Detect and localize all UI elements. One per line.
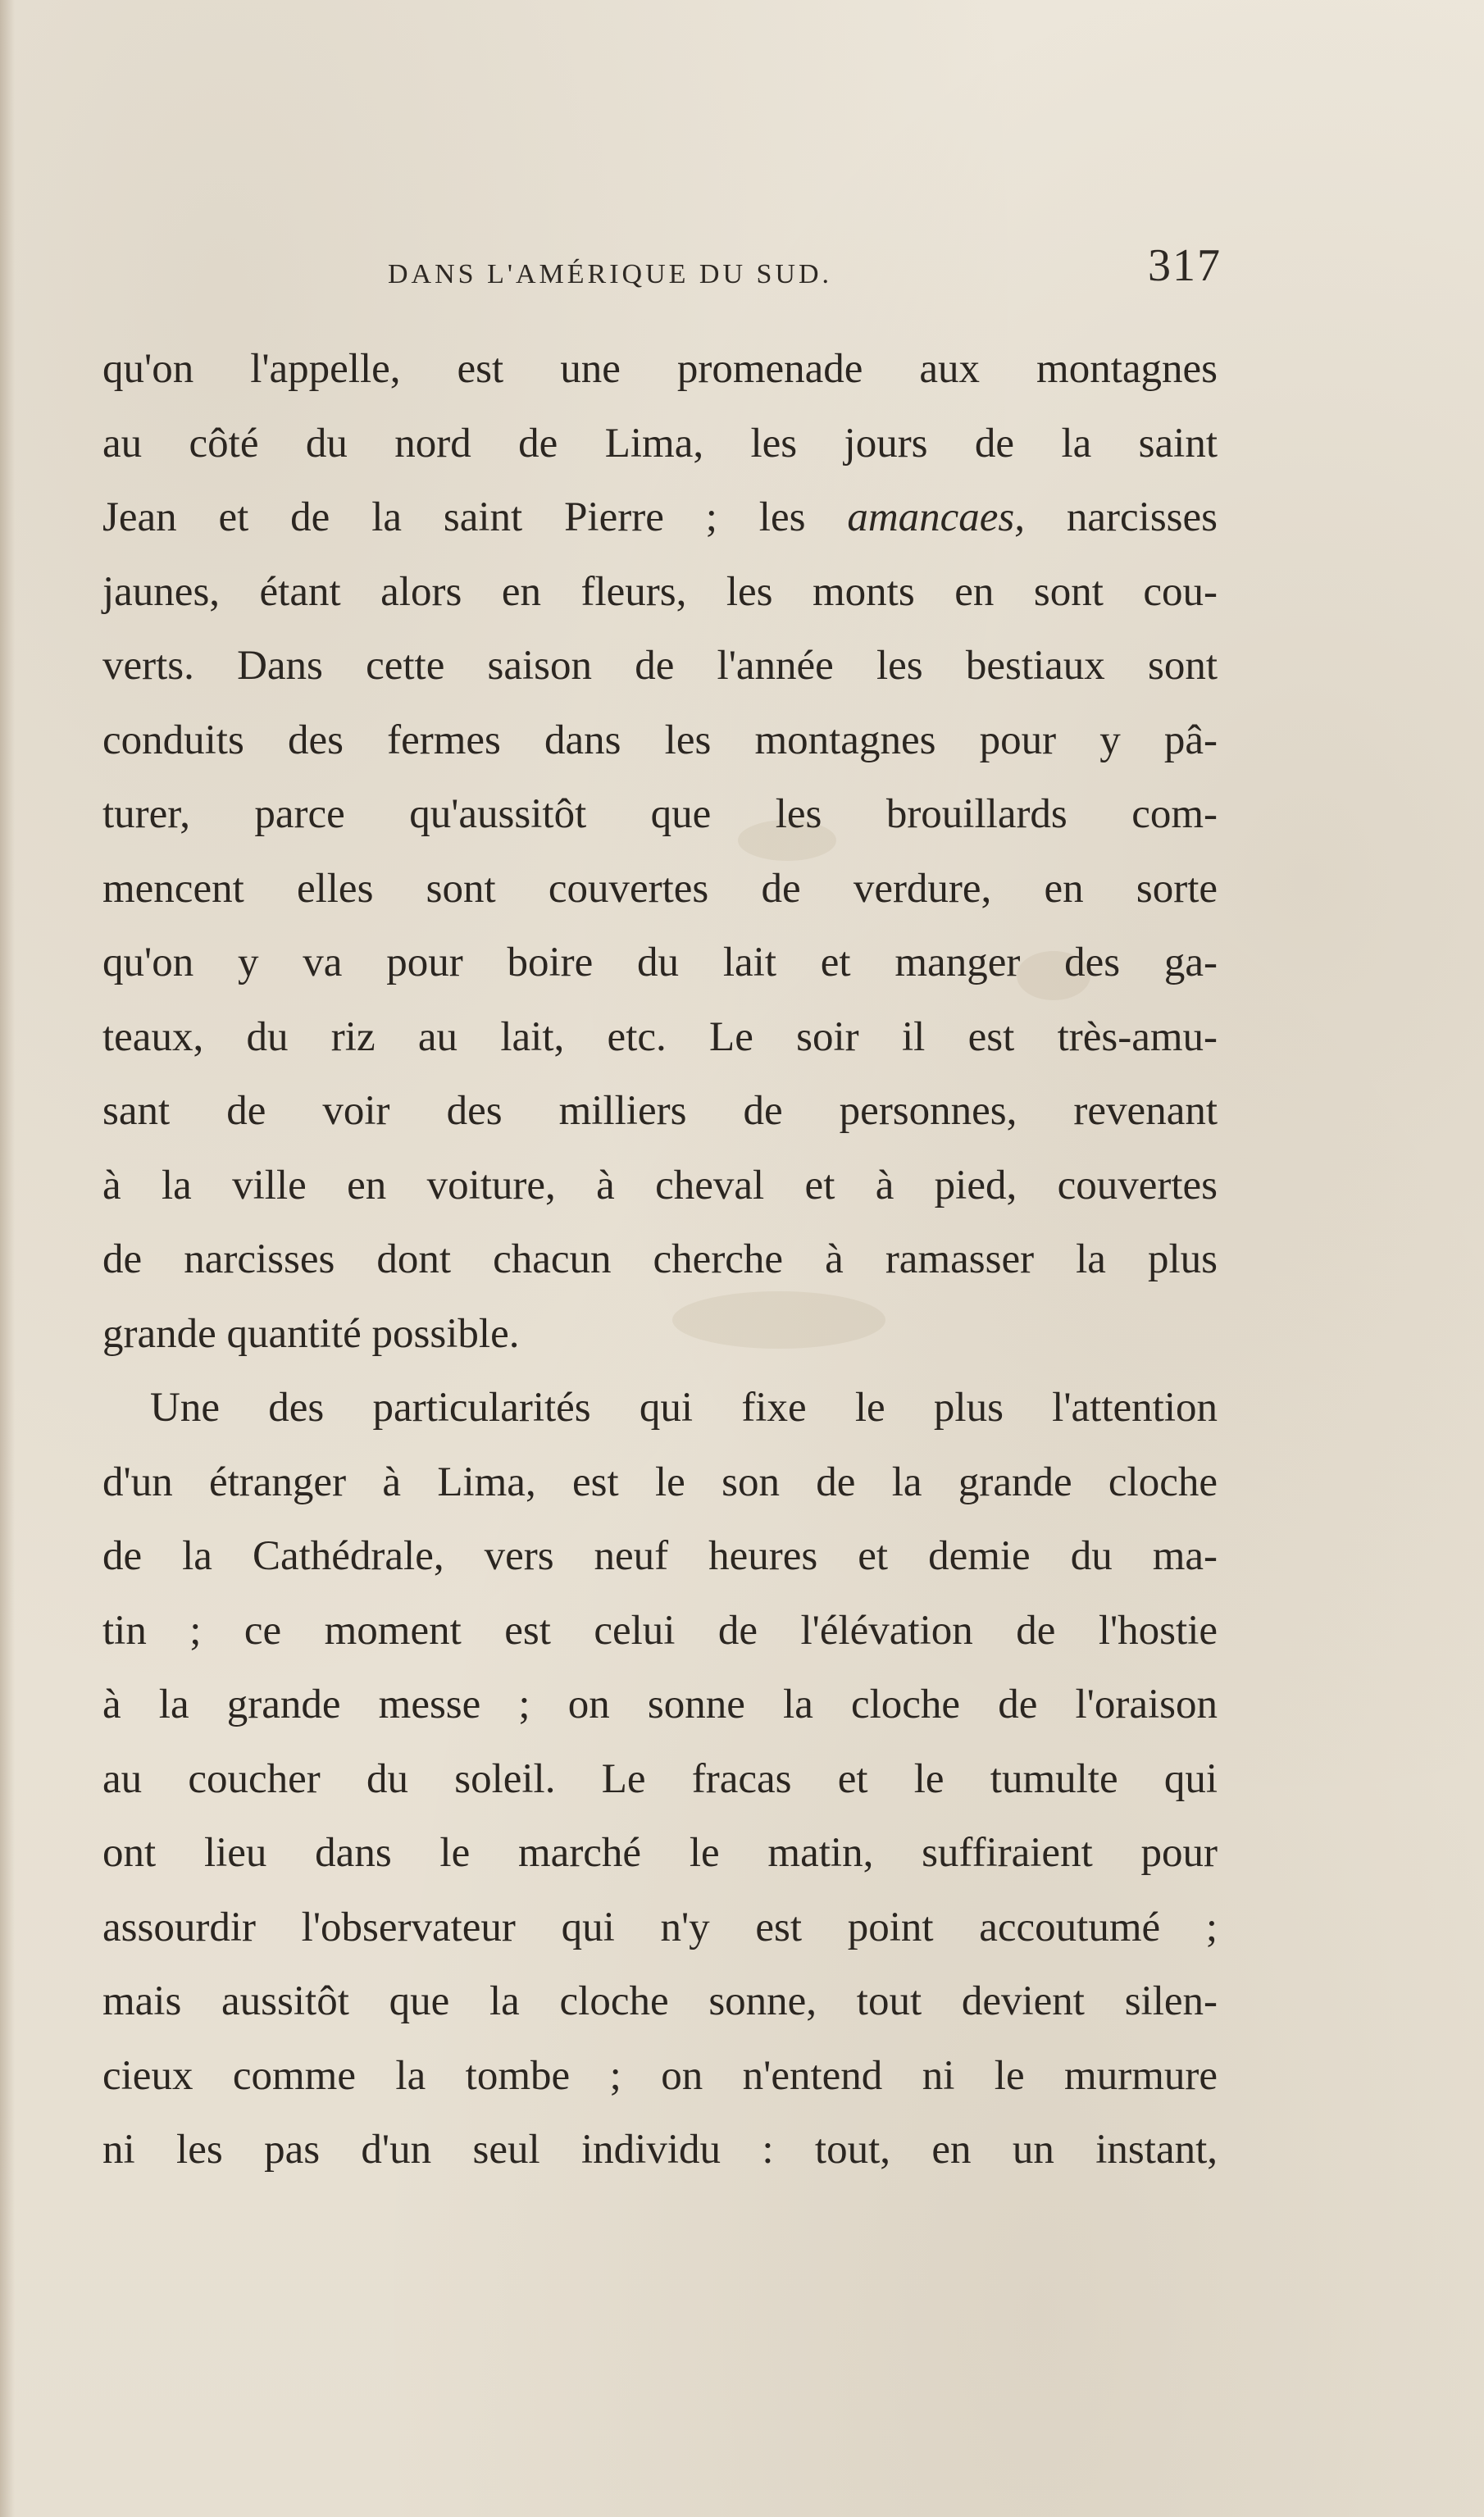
page-edge-shadow (0, 0, 15, 2517)
text-line: d'un étranger à Lima, est le son de la grande cloche (102, 1459, 1218, 1505)
text-line: qu'on l'appelle, est une promenade aux montagnes (102, 346, 1218, 392)
text-line: cieux comme la tombe ; on n'entend ni le murmure (102, 2052, 1218, 2099)
page-number: 317 (1148, 240, 1222, 291)
text-line: qu'on y va pour boire du lait et manger des ga- (102, 940, 1218, 985)
text-line: tin ; ce moment est celui de l'élévation de l'hostie (102, 1607, 1218, 1654)
text-line: à la ville en voiture, à cheval et à pied, couvertes (102, 1162, 1218, 1208)
running-head-title: DANS L'AMÉRIQUE DU SUD. (388, 259, 833, 289)
text-line: au coucher du soleil. Le fracas et le tumulte qui (102, 1755, 1218, 1802)
text-line: ni les pas d'un seul individu : tout, en un instant, (102, 2127, 1218, 2173)
body-text (102, 332, 1218, 2187)
text-line: teaux, du riz au lait, etc. Le soir il est très-amu- (102, 1013, 1218, 1060)
text-line: jaunes, étant alors en fleurs, les monts en sont cou- (102, 568, 1218, 615)
text-line: conduits des fermes dans les montagnes pour y pâ- (102, 717, 1218, 763)
text-line: Jean et de la saint Pierre ; les amancaes, narcisses (102, 494, 1218, 540)
text-line: de la Cathédrale, vers neuf heures et demie du ma- (102, 1533, 1218, 1579)
text-line: assourdir l'observateur qui n'y est point accoutumé ; (102, 1904, 1218, 1950)
text-line: au côté du nord de Lima, les jours de la saint (102, 420, 1218, 467)
paragraph (102, 1371, 1218, 2187)
text-line: à la grande messe ; on sonne la cloche de l'oraison (102, 1682, 1218, 1727)
text-line: Une des particularités qui fixe le plus l'attention (150, 1385, 1218, 1431)
text-line: mencent elles sont couvertes de verdure, en sorte (102, 865, 1218, 912)
italic-word: amancaes, (847, 494, 1026, 540)
text-line: ont lieu dans le marché le matin, suffiraient pour (102, 1830, 1218, 1876)
text-line: turer, parce qu'aussitôt que les brouillards com- (102, 791, 1218, 837)
text-line: verts. Dans cette saison de l'année les bestiaux sont (102, 643, 1218, 689)
paragraph (102, 332, 1218, 1371)
running-head (107, 239, 1222, 313)
text-line: de narcisses dont chacun cherche à ramasser la plus (102, 1236, 1218, 1282)
text-line: sant de voir des milliers de personnes, revenant (102, 1088, 1218, 1134)
text-line: grande quantité possible. (102, 1310, 520, 1357)
text-line: mais aussitôt que la cloche sonne, tout devient silen- (102, 1978, 1218, 2024)
